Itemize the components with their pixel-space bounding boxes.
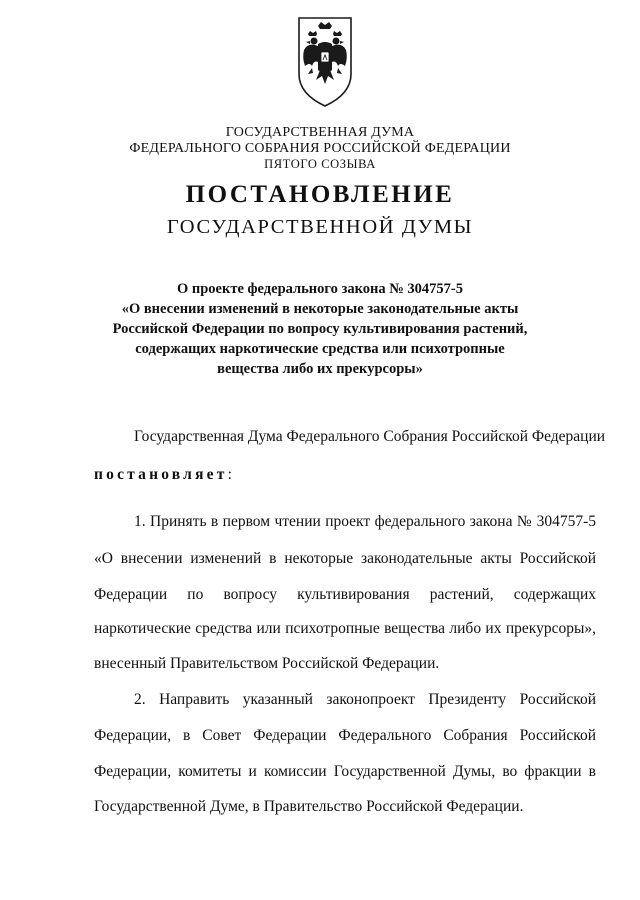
item1-line: «О внесении изменений в некоторые законодательные акты Российской bbox=[94, 550, 596, 567]
double-headed-eagle-emblem-icon bbox=[296, 14, 354, 110]
decides-colon: : bbox=[227, 466, 232, 483]
item2-line: 2. Направить указанный законопроект Президенту Российской bbox=[134, 691, 596, 708]
decides-line bbox=[94, 466, 596, 484]
law-title bbox=[100, 279, 540, 379]
item2-line: Федерации, комитеты и комиссии Государственной Думы, во фракции в bbox=[94, 763, 596, 780]
law-title-line: «О внесении изменений в некоторые законодательные акты bbox=[121, 301, 519, 317]
item2-line: Государственной Думе, в Правительство Российской Федерации. bbox=[94, 798, 524, 815]
preamble: Государственная Дума Федерального Собрания Российской Федерации bbox=[134, 428, 606, 445]
item1-line: наркотические средства или психотропные вещества либо их прекурсоры», bbox=[94, 620, 596, 637]
decides-word: постановляет bbox=[94, 466, 228, 483]
header-convocation: ПЯТОГО СОЗЫВА bbox=[264, 157, 376, 171]
law-title-line: вещества либо их прекурсоры» bbox=[217, 361, 423, 377]
law-title-line: Российской Федерации по вопросу культивирования растений, bbox=[112, 321, 528, 337]
item1-line: Федерации по вопросу культивирования растений, содержащих bbox=[94, 586, 596, 603]
item1-line: внесенный Правительством Российской Федерации. bbox=[94, 655, 440, 672]
item2-line: Федерации, в Совет Федерации Федерального Собрания Российской bbox=[94, 727, 596, 744]
law-title-line: содержащих наркотические средства или психотропные bbox=[135, 341, 505, 357]
header-federal-assembly: ФЕДЕРАЛЬНОГО СОБРАНИЯ РОССИЙСКОЙ ФЕДЕРАЦИИ bbox=[129, 141, 511, 156]
item1-line: 1. Принять в первом чтении проект федерального закона № 304757-5 bbox=[134, 513, 596, 530]
document-subtitle: ГОСУДАРСТВЕННОЙ ДУМЫ bbox=[166, 216, 474, 238]
document-title: ПОСТАНОВЛЕНИЕ bbox=[185, 181, 455, 208]
law-title-line: О проекте федерального закона № 304757-5 bbox=[176, 281, 464, 297]
header-duma: ГОСУДАРСТВЕННАЯ ДУМА bbox=[225, 125, 415, 140]
